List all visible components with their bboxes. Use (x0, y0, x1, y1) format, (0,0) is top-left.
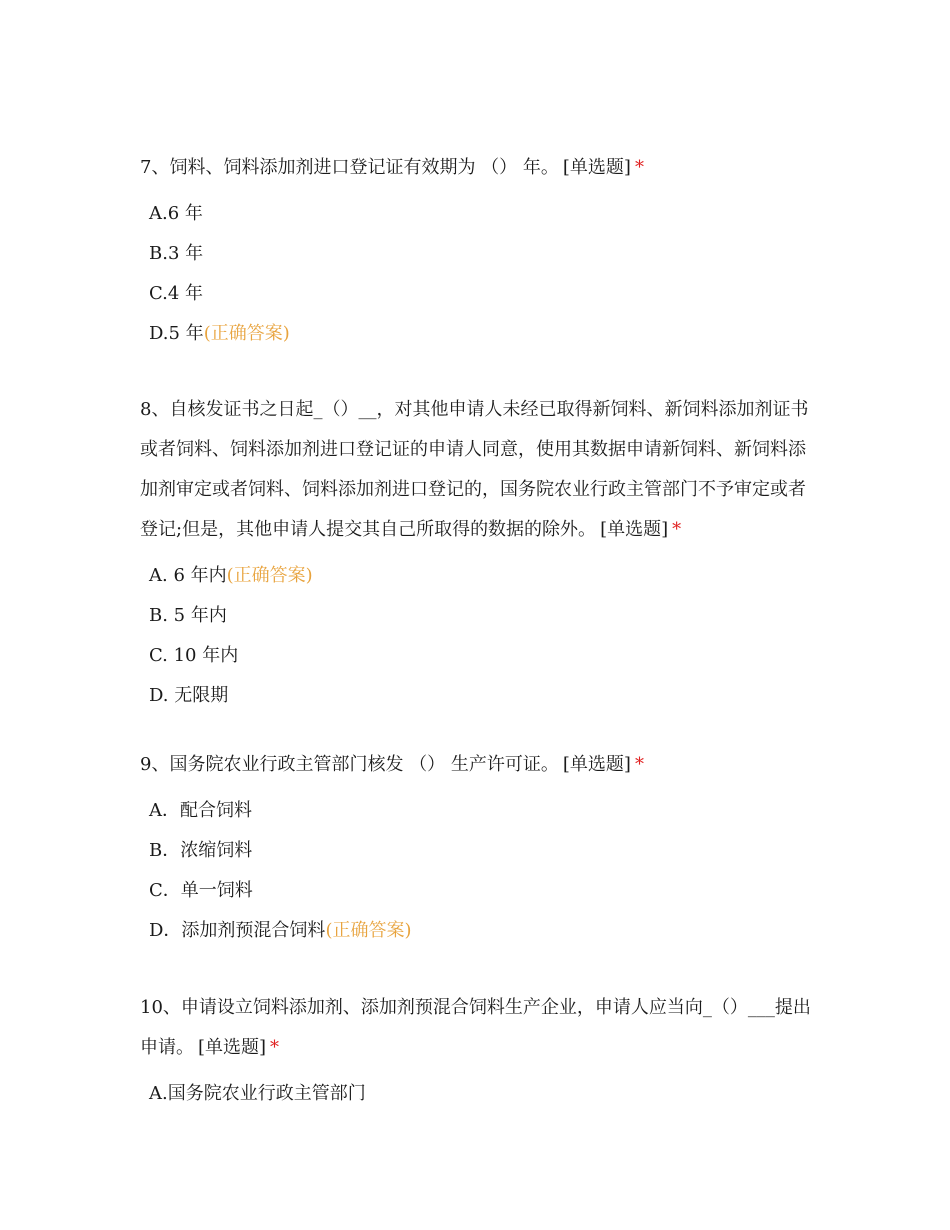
option-list (140, 791, 815, 951)
option-d[interactable] (140, 911, 815, 951)
option-label: C.4 年 (149, 283, 204, 304)
question-stem: 9、国务院农业行政主管部门核发 （） 生产许可证。 (140, 754, 559, 775)
question-7 (140, 148, 815, 354)
question-9 (140, 745, 815, 951)
option-list (140, 1074, 815, 1114)
option-b[interactable] (140, 831, 815, 871)
option-label: D.5 年 (149, 323, 204, 344)
required-mark: * (634, 754, 644, 775)
option-list (140, 194, 815, 354)
option-label: B.3 年 (149, 243, 204, 264)
option-label: A. 6 年内 (149, 565, 227, 586)
question-stem: 8、自核发证书之日起_（）__，对其他申请人未经已取得新饲料、新饲料添加剂证书或者饲料、饲料添加剂进口登记证的申请人同意，使用其数据申请新饲料、新饲料添加剂审定或者饲料、饲料添加剂进口登记的，国务院农业行政主管部门不予审定或者登记;但是，其他申请人提交其自己所取得的数据的除外。 (140, 399, 809, 540)
correct-answer-tag: (正确答案) (325, 920, 412, 941)
required-mark: * (270, 1037, 280, 1058)
option-label: B．浓缩饲料 (149, 840, 253, 861)
question-type-label: [单选题] (198, 1037, 267, 1058)
option-label: D. 无限期 (149, 685, 229, 706)
option-d[interactable] (140, 676, 815, 716)
question-10 (140, 988, 815, 1114)
question-type-label: [单选题] (562, 157, 631, 178)
option-label: A.国务院农业行政主管部门 (149, 1083, 366, 1104)
option-label: D．添加剂预混合饲料 (149, 920, 326, 941)
question-type-label: [单选题] (600, 519, 669, 540)
question-text (140, 745, 815, 785)
option-a[interactable] (140, 556, 815, 596)
option-b[interactable] (140, 596, 815, 636)
required-mark: * (672, 519, 682, 540)
option-a[interactable] (140, 194, 815, 234)
question-stem: 10、申请设立饲料添加剂、添加剂预混合饲料生产企业，申请人应当向_（）___提出申请。 (140, 997, 811, 1058)
option-list (140, 556, 815, 716)
option-label: A．配合饲料 (149, 800, 252, 821)
question-text (140, 988, 815, 1068)
option-d[interactable] (140, 314, 815, 354)
question-type-label: [单选题] (562, 754, 631, 775)
option-label: A.6 年 (149, 203, 203, 224)
option-c[interactable] (140, 636, 815, 676)
correct-answer-tag: (正确答案) (226, 565, 313, 586)
required-mark: * (634, 157, 644, 178)
option-b[interactable] (140, 234, 815, 274)
question-8 (140, 390, 815, 716)
option-label: C．单一饲料 (149, 880, 253, 901)
question-text (140, 148, 815, 188)
option-a[interactable] (140, 791, 815, 831)
option-c[interactable] (140, 274, 815, 314)
option-label: B. 5 年内 (149, 605, 227, 626)
question-text (140, 390, 815, 550)
option-label: C. 10 年内 (149, 645, 239, 666)
question-stem: 7、饲料、饲料添加剂进口登记证有效期为 （） 年。 (140, 157, 559, 178)
option-a[interactable] (140, 1074, 815, 1114)
correct-answer-tag: (正确答案) (203, 323, 290, 344)
option-c[interactable] (140, 871, 815, 911)
